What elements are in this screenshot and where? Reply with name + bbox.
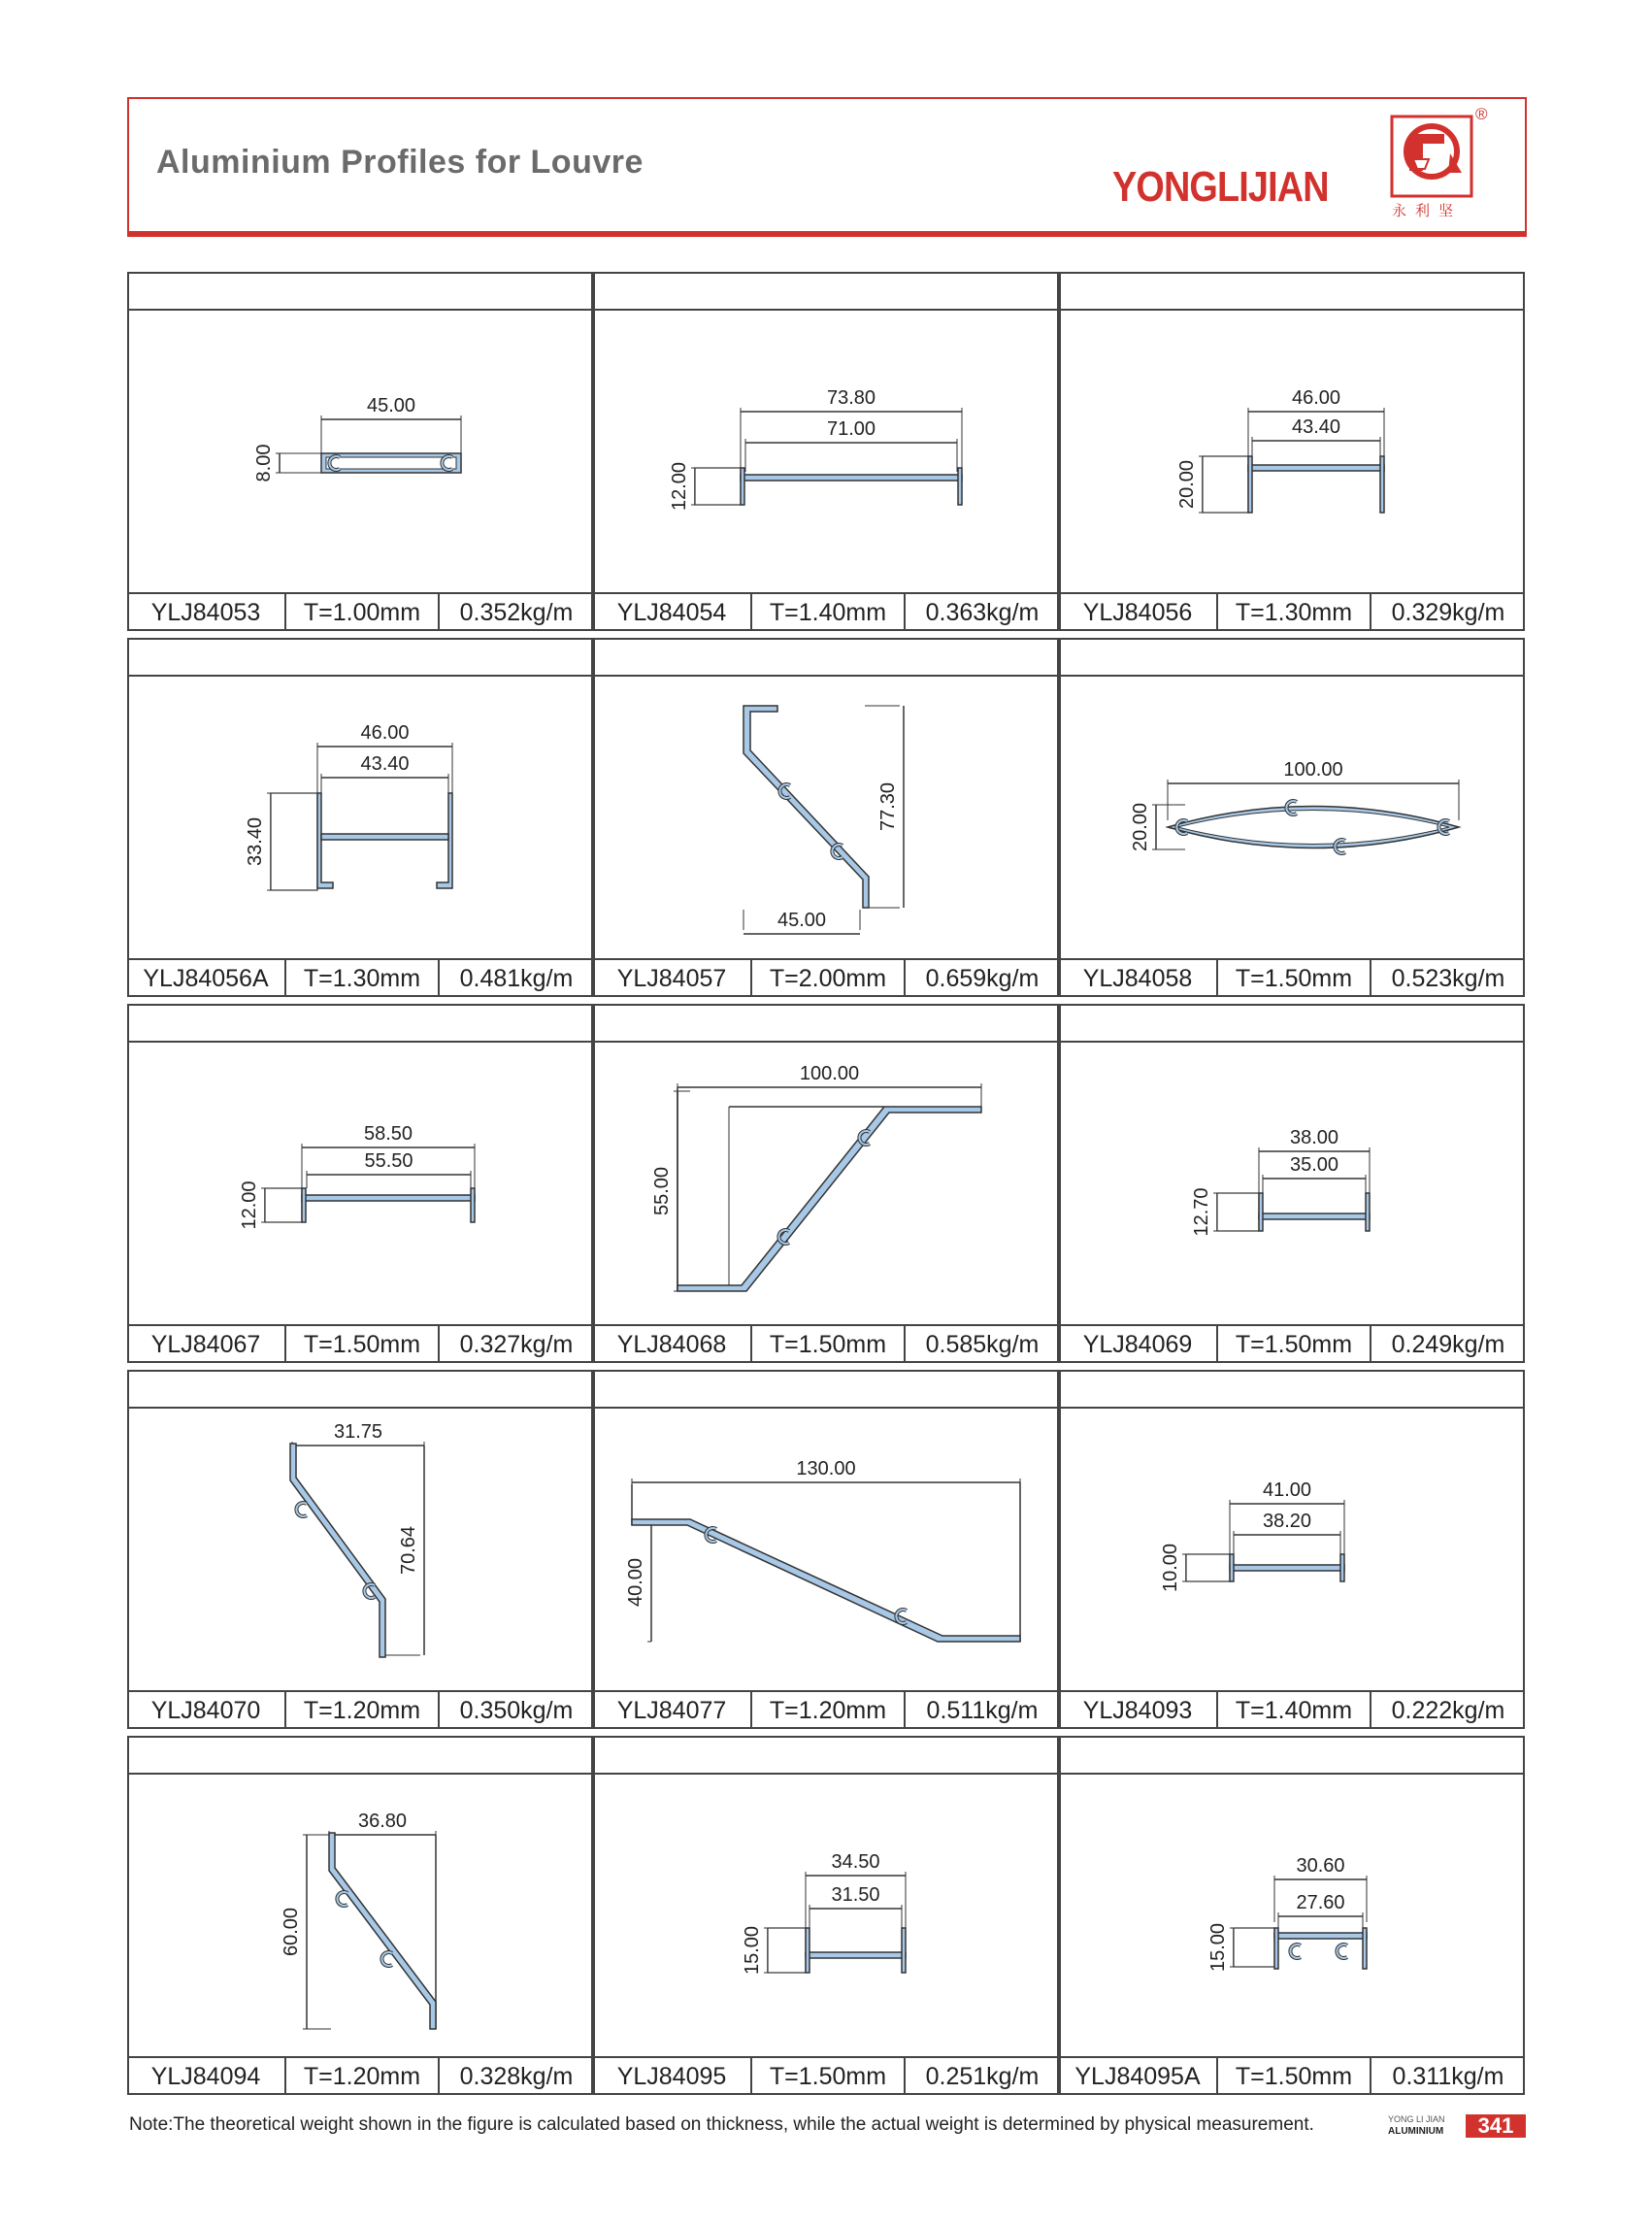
profile-shape — [1363, 1928, 1367, 1969]
profile-drawing — [1059, 1409, 1525, 1690]
dimension-label: 30.60 — [1296, 1855, 1345, 1877]
profile-shape — [1248, 465, 1384, 471]
dimension-label: 40.00 — [625, 1557, 646, 1608]
profile-weight: 0.585kg/m — [925, 1331, 1040, 1358]
dimension-label: 15.00 — [1207, 1922, 1229, 1973]
profile-thickness: T=1.00mm — [286, 594, 440, 631]
profile-code: YLJ84069 — [1059, 1326, 1218, 1363]
dimension-box — [271, 793, 317, 890]
profile-weight: 0.311kg/m — [1392, 2063, 1504, 2090]
profile-thickness: T=1.20mm — [752, 1692, 906, 1729]
profile-drawing — [127, 1043, 593, 1324]
profile-shape — [317, 793, 333, 888]
profile-code: YLJ84068 — [593, 1326, 752, 1363]
profile-thickness: T=1.20mm — [286, 2058, 440, 2095]
dimension-label: 15.00 — [742, 1925, 763, 1976]
profile-panel — [1059, 272, 1525, 631]
dimension-label: 73.80 — [826, 387, 876, 409]
profile-shape — [1340, 1554, 1344, 1581]
profile-shape — [632, 1519, 1020, 1642]
dimension-label: 43.40 — [1291, 416, 1341, 438]
profile-panel — [127, 272, 593, 631]
panel-header — [127, 1004, 593, 1043]
profile-code: YLJ84058 — [1059, 960, 1218, 997]
dimension-label: 77.30 — [877, 781, 899, 832]
dimension-label: 38.20 — [1262, 1511, 1312, 1532]
profile-weight: 0.363kg/m — [925, 599, 1040, 626]
panel-header — [593, 1736, 1059, 1775]
profile-shape — [806, 1928, 809, 1973]
profile-shape — [302, 1188, 306, 1222]
profile-weight: 0.222kg/m — [1391, 1697, 1505, 1724]
spec-row — [1059, 958, 1525, 999]
brand-chinese-name: 永利坚 — [1392, 203, 1463, 219]
spec-row — [593, 1324, 1059, 1365]
brand-wordmark: YONGLIJIAN — [1112, 163, 1329, 211]
profile-drawing — [127, 311, 593, 592]
profile-panel — [127, 1736, 593, 2095]
profile-weight: 0.327kg/m — [459, 1331, 574, 1358]
profile-panel — [593, 1370, 1059, 1729]
dimension-label: 41.00 — [1262, 1479, 1312, 1501]
dimension-box — [265, 1188, 302, 1222]
spec-row — [1059, 1324, 1525, 1365]
profile-weight: 0.511kg/m — [926, 1697, 1039, 1724]
panel-header — [593, 638, 1059, 677]
profile-thickness: T=1.30mm — [1218, 594, 1371, 631]
profile-code: YLJ84093 — [1059, 1692, 1218, 1729]
dimension-label: 45.00 — [776, 910, 827, 931]
profile-shape — [1274, 1933, 1367, 1939]
profile-thickness: T=1.50mm — [1218, 960, 1371, 997]
panel-header — [127, 1736, 593, 1775]
footer-brand: YONG LI JIAN — [1388, 2114, 1445, 2124]
profile-shape — [1259, 1213, 1370, 1219]
panel-header — [127, 1370, 593, 1409]
dimension-label: 31.75 — [333, 1421, 383, 1443]
profile-code: YLJ84094 — [127, 2058, 286, 2095]
profile-code: YLJ84070 — [127, 1692, 286, 1729]
header-divider — [127, 231, 1527, 237]
profile-panel — [1059, 1736, 1525, 2095]
dimension-label: 35.00 — [1289, 1154, 1339, 1176]
profile-shape — [1380, 456, 1384, 513]
spec-row — [127, 2056, 593, 2097]
page-number: 341 — [1466, 2114, 1526, 2138]
profile-thickness: T=1.50mm — [1218, 2058, 1371, 2095]
dimension-label: 36.80 — [357, 1811, 408, 1832]
profile-shape — [437, 793, 452, 888]
dimension-label: 45.00 — [366, 395, 416, 416]
page-title: Aluminium Profiles for Louvre — [156, 144, 644, 181]
profile-weight: 0.350kg/m — [459, 1697, 574, 1724]
panel-header — [1059, 638, 1525, 677]
profile-shape — [902, 1928, 906, 1973]
dimension-box — [768, 1928, 806, 1973]
profile-drawing — [593, 1409, 1059, 1690]
dimension-label: 100.00 — [799, 1063, 860, 1084]
profile-code: YLJ84095 — [593, 2058, 752, 2095]
spec-row — [127, 1324, 593, 1365]
dimension-label: 8.00 — [253, 444, 275, 482]
panel-header — [1059, 1370, 1525, 1409]
profile-code: YLJ84056 — [1059, 594, 1218, 631]
dimension-label: 55.50 — [364, 1150, 413, 1172]
profile-drawing — [593, 311, 1059, 592]
profile-weight: 0.328kg/m — [459, 2063, 574, 2090]
spec-row — [593, 2056, 1059, 2097]
profile-thickness: T=1.30mm — [286, 960, 440, 997]
profile-weight: 0.481kg/m — [459, 965, 574, 992]
profile-thickness: T=1.50mm — [1218, 1326, 1371, 1363]
dimension-label: 33.40 — [245, 816, 266, 867]
footer-sub: ALUMINIUM — [1388, 2126, 1444, 2137]
profile-shape — [1230, 1554, 1234, 1581]
profile-weight: 0.329kg/m — [1391, 599, 1505, 626]
spec-row — [127, 958, 593, 999]
profile-panel — [1059, 1004, 1525, 1363]
profile-panel — [1059, 1370, 1525, 1729]
spec-row — [593, 592, 1059, 633]
profile-weight: 0.251kg/m — [925, 2063, 1040, 2090]
profile-panel — [593, 272, 1059, 631]
profile-thickness: T=1.50mm — [752, 1326, 906, 1363]
profile-shape — [290, 1444, 385, 1657]
profile-drawing — [127, 1775, 593, 2056]
dimension-label: 58.50 — [363, 1123, 413, 1145]
profile-drawing — [127, 677, 593, 958]
dimension-label: 60.00 — [281, 1907, 302, 1957]
profile-shape — [741, 468, 744, 505]
dimension-label: 71.00 — [826, 418, 876, 440]
spec-row — [1059, 592, 1525, 633]
dimension-label: 20.00 — [1176, 459, 1198, 510]
profile-shape — [321, 834, 448, 840]
panel-header — [593, 272, 1059, 311]
panel-header — [1059, 1004, 1525, 1043]
dimension-label: 130.00 — [796, 1458, 856, 1479]
profile-weight: 0.249kg/m — [1391, 1331, 1505, 1358]
profile-thickness: T=1.50mm — [286, 1326, 440, 1363]
profile-shape — [329, 1833, 436, 2029]
footer-note: Note:The theoretical weight shown in the figure is calculated based on thickness, while the actual weight is determined by physical measurement. — [129, 2114, 1314, 2135]
profile-panel — [127, 1004, 593, 1363]
panel-header — [1059, 1736, 1525, 1775]
profile-panel — [127, 638, 593, 997]
panel-header — [127, 638, 593, 677]
dimension-label: 70.64 — [398, 1525, 419, 1576]
dimension-label: 43.40 — [360, 753, 410, 775]
profile-shape — [741, 475, 962, 481]
spec-row — [593, 958, 1059, 999]
profile-panel — [1059, 638, 1525, 997]
profile-shape — [1259, 1193, 1263, 1231]
panel-header — [127, 272, 593, 311]
profile-thickness: T=1.40mm — [1218, 1692, 1371, 1729]
dimension-label: 31.50 — [831, 1884, 880, 1906]
spec-row — [127, 1690, 593, 1731]
profile-thickness: T=1.40mm — [752, 594, 906, 631]
dimension-label: 12.70 — [1191, 1187, 1212, 1237]
dimension-box — [695, 468, 741, 505]
registered-mark: ® — [1475, 105, 1488, 123]
profile-drawing — [593, 1043, 1059, 1324]
panel-header — [1059, 272, 1525, 311]
dimension-label: 34.50 — [831, 1851, 880, 1873]
profile-drawing — [1059, 311, 1525, 592]
profile-panel — [127, 1370, 593, 1729]
profile-shape — [743, 706, 869, 908]
panel-header — [593, 1370, 1059, 1409]
dimension-box — [1186, 1554, 1230, 1581]
dimension-label: 38.00 — [1289, 1127, 1339, 1148]
spec-row — [593, 1690, 1059, 1731]
profile-code: YLJ84067 — [127, 1326, 286, 1363]
dimension-label: 27.60 — [1296, 1892, 1345, 1913]
profile-panel — [593, 1004, 1059, 1363]
profile-drawing — [1059, 1043, 1525, 1324]
profile-shape — [1248, 456, 1252, 513]
profile-code: YLJ84077 — [593, 1692, 752, 1729]
profile-cavity — [326, 457, 456, 469]
profile-code: YLJ84053 — [127, 594, 286, 631]
profile-weight: 0.659kg/m — [925, 965, 1040, 992]
profile-code: YLJ84095A — [1059, 2058, 1218, 2095]
profile-weight: 0.352kg/m — [459, 599, 574, 626]
profile-panel — [593, 638, 1059, 997]
dimension-label: 20.00 — [1130, 802, 1151, 852]
brand-logo-icon — [1390, 115, 1473, 198]
profile-shape — [958, 468, 962, 505]
dimension-label: 55.00 — [651, 1166, 673, 1216]
dimension-label: 10.00 — [1160, 1543, 1181, 1593]
profile-thickness: T=1.20mm — [286, 1692, 440, 1729]
profile-code: YLJ84056A — [127, 960, 286, 997]
dimension-label: 46.00 — [360, 722, 410, 744]
spec-row — [1059, 2056, 1525, 2097]
dimension-label: 12.00 — [239, 1180, 260, 1230]
profile-code: YLJ84054 — [593, 594, 752, 631]
spec-row — [127, 592, 593, 633]
dimension-box — [1217, 1193, 1259, 1231]
dimension-label: 100.00 — [1283, 759, 1343, 781]
profile-thickness: T=2.00mm — [752, 960, 906, 997]
profile-drawing — [593, 677, 1059, 958]
dimension-box — [1234, 1928, 1274, 1967]
profile-drawing — [1059, 1775, 1525, 2056]
profile-code: YLJ84057 — [593, 960, 752, 997]
profile-shape — [806, 1952, 906, 1958]
dimension-label: 46.00 — [1291, 387, 1341, 409]
profile-thickness: T=1.50mm — [752, 2058, 906, 2095]
profile-shape — [1274, 1928, 1278, 1969]
profile-shape — [471, 1188, 475, 1222]
profile-shape — [677, 1107, 981, 1291]
panel-header — [593, 1004, 1059, 1043]
profile-drawing — [1059, 677, 1525, 958]
profile-shape — [1230, 1565, 1344, 1571]
profile-drawing — [593, 1775, 1059, 2056]
spec-row — [1059, 1690, 1525, 1731]
profile-panel — [593, 1736, 1059, 2095]
dimension-box — [1203, 456, 1248, 513]
profile-drawing — [127, 1409, 593, 1690]
profile-weight: 0.523kg/m — [1391, 965, 1505, 992]
profile-shape — [1366, 1193, 1370, 1231]
profile-shape — [302, 1195, 475, 1201]
dimension-label: 12.00 — [669, 461, 690, 512]
